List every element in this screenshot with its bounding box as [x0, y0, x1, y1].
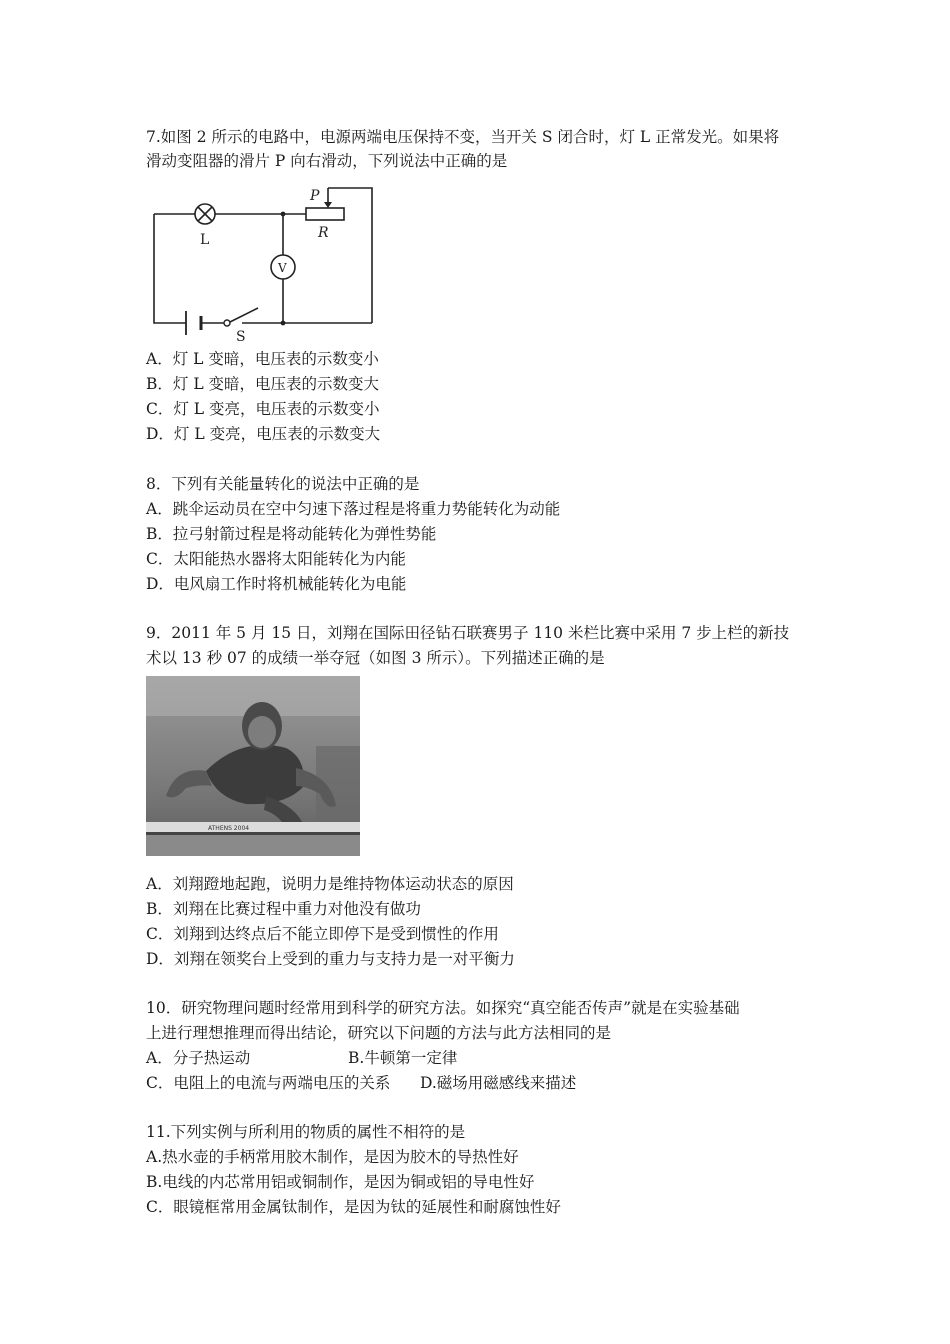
q10-option-d: D.磁场用磁感线来描述 [420, 1074, 577, 1092]
q7-stem-line2: 滑动变阻器的滑片 P 向右滑动，下列说法中正确的是 [146, 152, 508, 170]
q7-stem-line1: 7.如图 2 所示的电路中，电源两端电压保持不变，当开关 S 闭合时，灯 L 正常发光。如果将 [146, 128, 780, 146]
q7-option-b: B．灯 L 变暗，电压表的示数变大 [146, 375, 380, 393]
circuit-diagram [146, 180, 386, 345]
q9-option-d: D．刘翔在领奖台上受到的重力与支持力是一对平衡力 [146, 950, 515, 968]
q7-option-a: A．灯 L 变暗，电压表的示数变小 [146, 350, 379, 368]
resistor-label: R [318, 225, 329, 241]
q9-option-c: C．刘翔到达终点后不能立即停下是受到惯性的作用 [146, 925, 499, 943]
photo-banner-text: ATHENS 2004 [208, 825, 250, 832]
switch-label: S [236, 329, 246, 345]
q8-option-d: D．电风扇工作时将机械能转化为电能 [146, 575, 407, 593]
q7-option-d: D．灯 L 变亮，电压表的示数变大 [146, 425, 381, 443]
q9-option-b: B．刘翔在比赛过程中重力对他没有做功 [146, 900, 421, 918]
slider-label: P [310, 188, 320, 204]
q10-stem-line1: 10．研究物理问题时经常用到科学的研究方法。如探究“真空能否传声”就是在实验基础 [146, 999, 740, 1017]
voltmeter-label: V [278, 261, 287, 275]
q10-option-a: A．分子热运动 [146, 1049, 251, 1067]
q10-option-c: C．电阻上的电流与两端电压的关系 [146, 1074, 391, 1092]
q9-stem-line2: 术以 13 秒 07 的成绩一举夺冠（如图 3 所示）。下列描述正确的是 [146, 649, 605, 667]
q8-option-a: A．跳伞运动员在空中匀速下落过程是将重力势能转化为动能 [146, 500, 561, 518]
lamp-label: L [200, 232, 210, 248]
q10-stem-line2: 上进行理想推理而得出结论，研究以下问题的方法与此方法相同的是 [146, 1024, 612, 1042]
q8-option-c: C．太阳能热水器将太阳能转化为内能 [146, 550, 406, 568]
q11-option-c: C．眼镜框常用金属钛制作，是因为钛的延展性和耐腐蚀性好 [146, 1198, 561, 1216]
q8-stem: 8．下列有关能量转化的说法中正确的是 [146, 475, 420, 493]
q7-option-c: C．灯 L 变亮，电压表的示数变小 [146, 400, 380, 418]
q10-option-b: B.牛顿第一定律 [348, 1049, 458, 1067]
q9-stem-line1: 9．2011 年 5 月 15 日，刘翔在国际田径钻石联赛男子 110 米栏比赛中采用 7 步上栏的新技 [146, 624, 790, 642]
hurdler-photo [146, 676, 360, 856]
q11-option-a: A.热水壶的手柄常用胶木制作，是因为胶木的导热性好 [146, 1148, 519, 1166]
q11-stem: 11.下列实例与所利用的物质的属性不相符的是 [146, 1123, 466, 1141]
q8-option-b: B．拉弓射箭过程是将动能转化为弹性势能 [146, 525, 437, 543]
q11-option-b: B.电线的内芯常用铝或铜制作，是因为铜或铝的导电性好 [146, 1173, 535, 1191]
q9-option-a: A．刘翔蹬地起跑，说明力是维持物体运动状态的原因 [146, 875, 514, 893]
